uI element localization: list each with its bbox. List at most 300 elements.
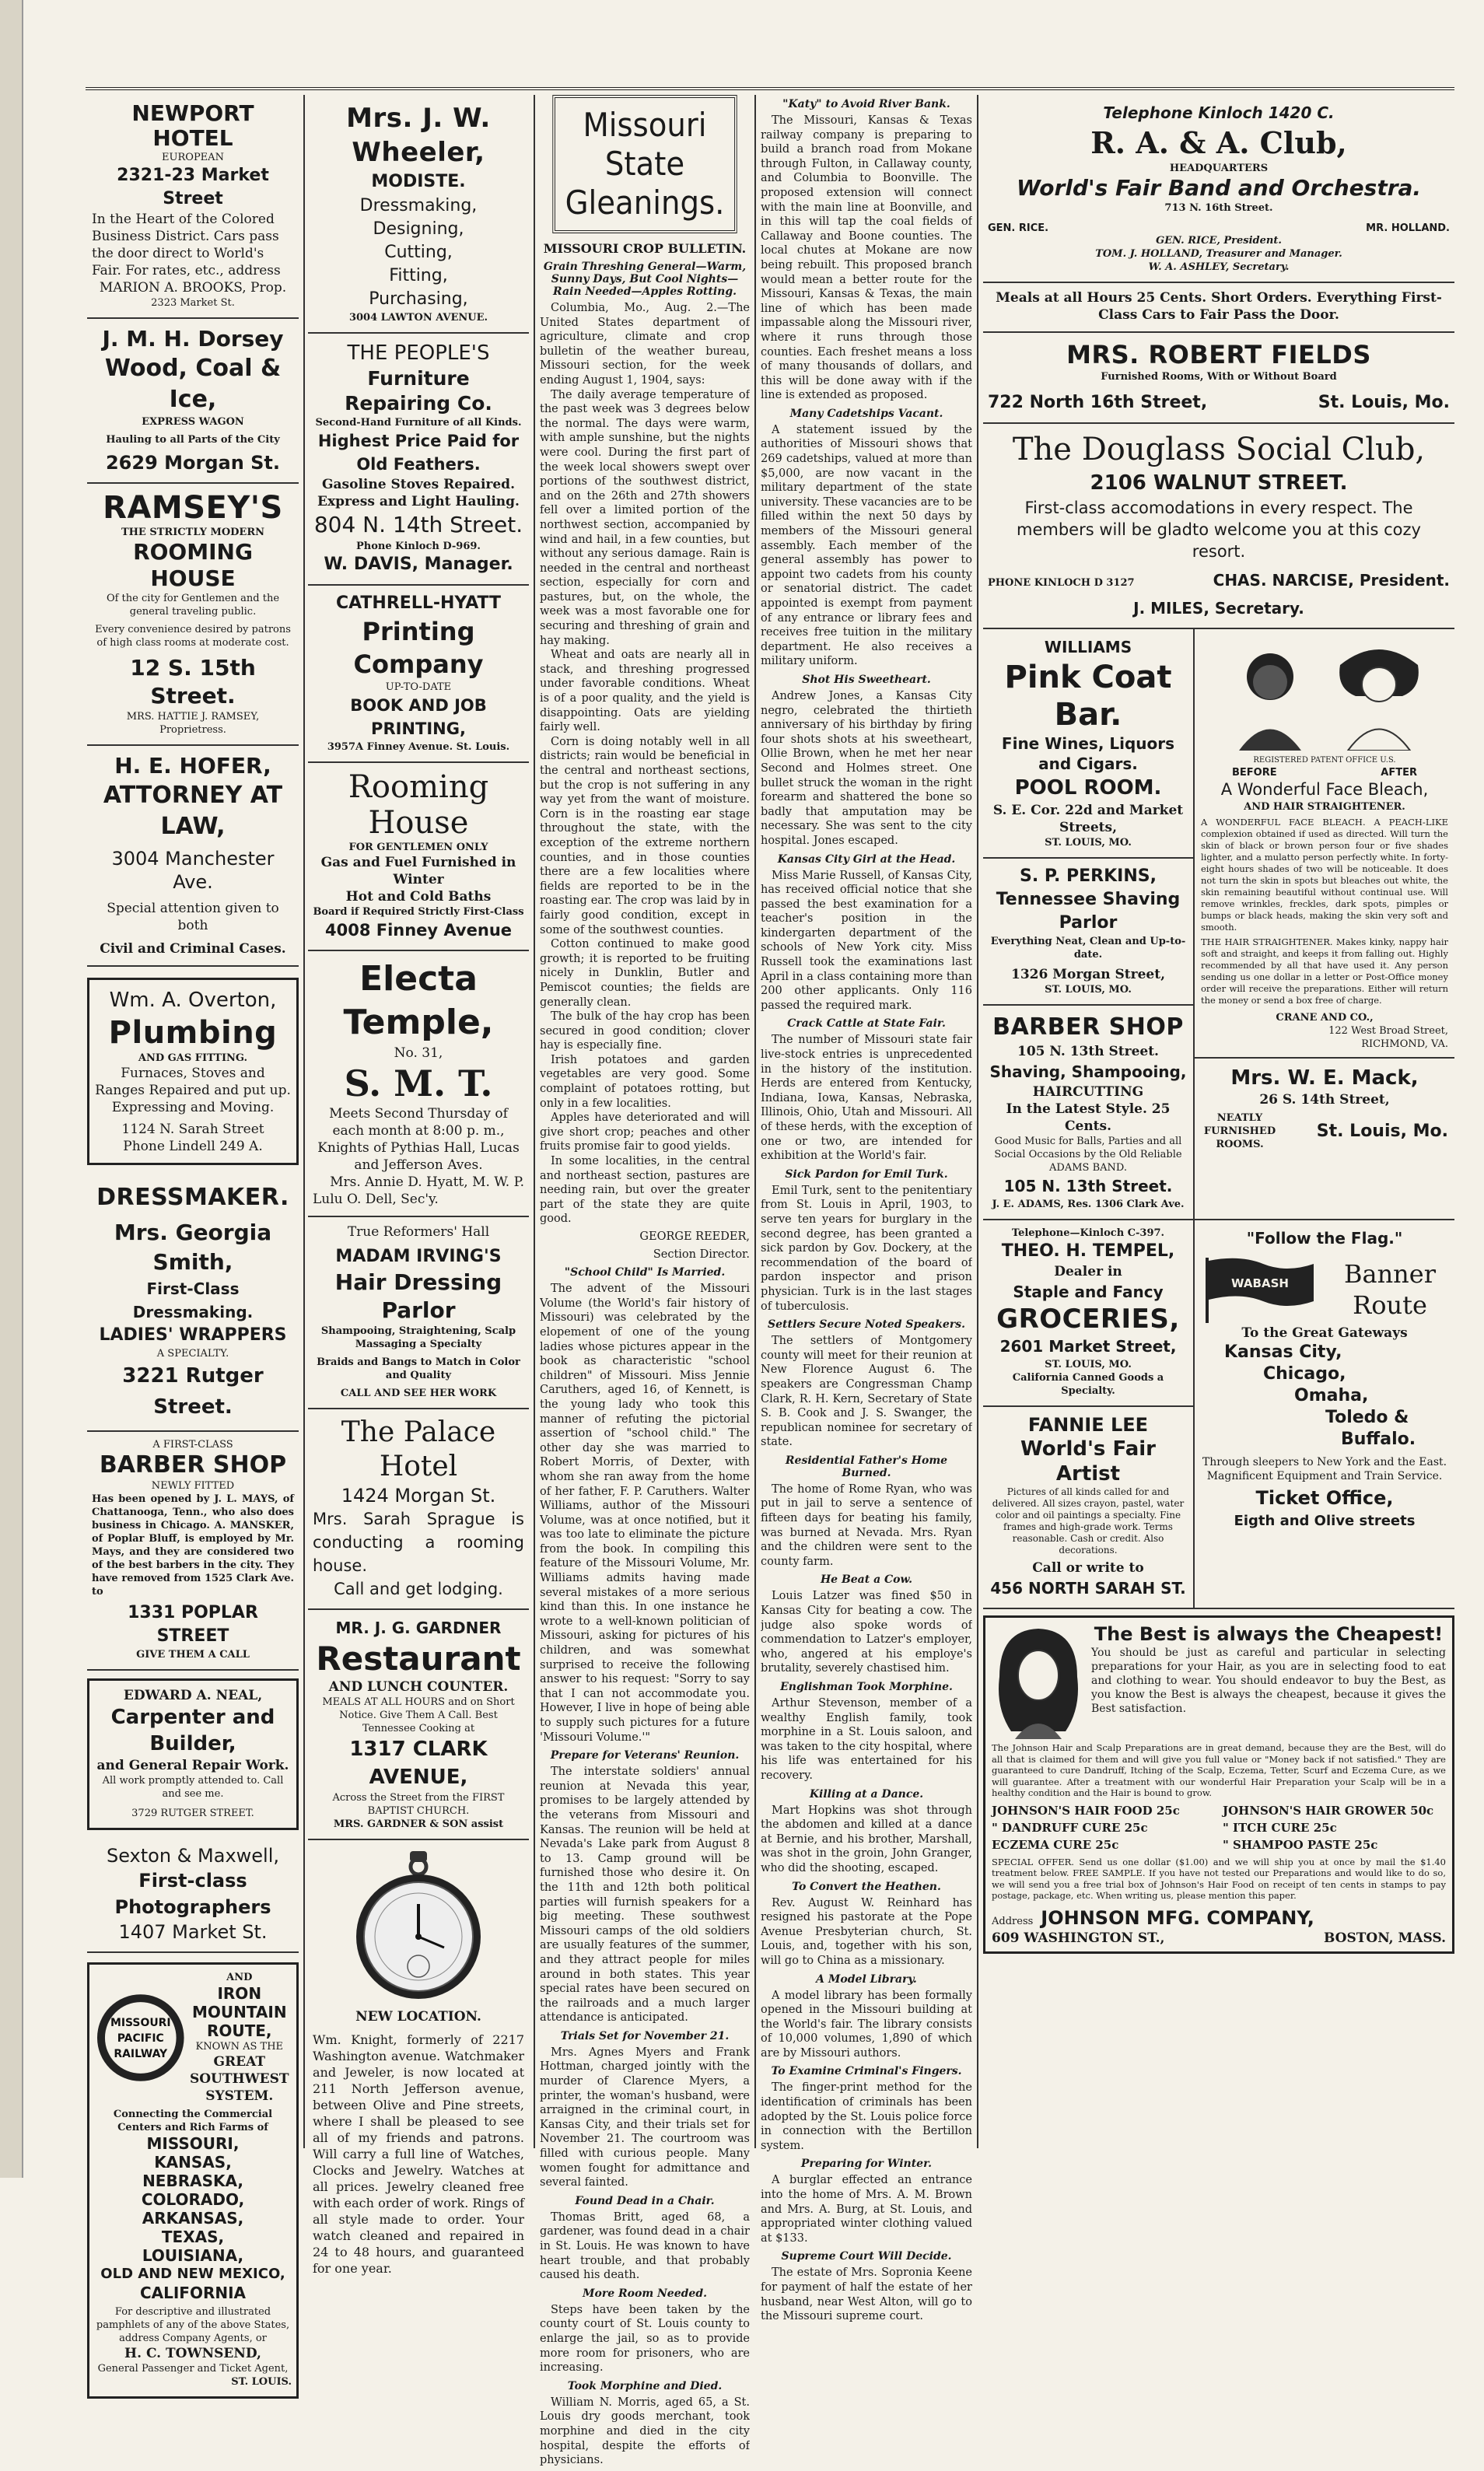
- article-paragraph: Wheat and oats are nearly all in stack, and threshing progressed under favorable conditions. Wheat is of a poor quality, and the yield is disappointing. Oats are yielding fairly well.: [540, 649, 750, 734]
- ad-heading: GROCERIES,: [996, 1304, 1180, 1335]
- article: [761, 2266, 972, 2323]
- ad-portrait-labels: [988, 222, 1450, 234]
- article-paragraph: Apples have deteriorated and will give short crop; peaches and other fruits promise fair to good yields.: [540, 1111, 750, 1153]
- ad-subtitle: NEWLY FITTED: [151, 1480, 235, 1492]
- ad-ramseys: [87, 484, 299, 746]
- price-item: " ITCH CURE 25c: [1223, 1820, 1337, 1835]
- article-paragraph: The advent of the Missouri Volume (the World's fair history of Missouri) was celebrated by the elopement of one of the young ladies whose pictures appear in the book as characteristic "school children" of Missouri. Miss Jennie Caruthers, aged 16, of Kennett, is the young lady who took this manner of refuting the pictorial assertion of "school child." The other day she was married to Robert Morris, of Dexter, with whom she ran away from the home of her father, F. P. Caruthers. Walter Williams, author of the Missouri Volume, was at once notified, but it was too late to eliminate the picture from the book. In compiling this feature of the Missouri Volume, Mr. Williams admits having made several mistakes of a more serious kind than this. In one instance he wrote to a well-known politician of Missouri, asking for pictures of his children, and was somewhat surprised to receive the following answer to his request: "Sorry to say that I can not accommodate you. However, I live in hope of being able to supply such pictures for a future 'Missouri Volume.'": [540, 1283, 750, 1744]
- ad-city: ST. LOUIS.: [231, 2376, 292, 2388]
- article-paragraph: Irish potatoes and garden vegetables are very good. Some complaint of potatoes rotting, but only in a few localities.: [540, 1053, 750, 1110]
- article-headline: Shot His Sweetheart.: [802, 673, 931, 686]
- state-name: LOUISIANA,: [142, 2246, 244, 2265]
- ad-label-before: BEFORE: [1232, 767, 1277, 779]
- article-paragraph: Mart Hopkins was shot through the abdomen and killed at a dance at Bernie, and his brother, Marshall, was shot in the groin, John Granger, who did the shooting, escaped.: [761, 1804, 972, 1874]
- ad-agent: H. C. TOWNSEND,: [124, 2346, 261, 2361]
- article-headline: To Examine Criminal's Fingers.: [771, 2065, 962, 2078]
- ad-address: 3004 Manchester Ave.: [111, 848, 275, 893]
- service-item: Purchasing,: [369, 289, 468, 309]
- article: [761, 1334, 972, 1450]
- ad-palace-hotel: [308, 1409, 529, 1610]
- ad-heading: GREAT SOUTHWEST SYSTEM.: [189, 2054, 289, 2104]
- ad-barber-mays: [87, 1432, 299, 1671]
- ad-subtitle: Second-Hand Furniture of all Kinds.: [315, 417, 522, 429]
- ad-body: Dealer in: [1054, 1264, 1122, 1279]
- ad-title: BARBER SHOP: [99, 1451, 287, 1479]
- ad-body: Everything Neat, Clean and Up-to-date.: [990, 936, 1186, 961]
- ad-address: 713 N. 16th Street.: [1164, 202, 1273, 214]
- article-paragraph: Steps have been taken by the county court of St. Louis county to enlarge the jail, so as to provide more room for prisoners, who are increasing.: [540, 2303, 750, 2375]
- ad-address: 2321-23 Market Street: [117, 166, 269, 208]
- ad-address: 3957A Finney Avenue. St. Louis.: [327, 741, 510, 753]
- ad-body: In the Heart of the Colored Business District. Cars pass the door direct to World's Fair. For rates, etc., address: [92, 212, 281, 278]
- ad-title: S. P. PERKINS,: [1020, 866, 1157, 886]
- article: [761, 1482, 972, 1570]
- ad-heading: POOL ROOM.: [1014, 776, 1162, 800]
- wabash-flag-icon: [1201, 1255, 1318, 1325]
- ad-title: Mrs. J. W. Wheeler,: [346, 103, 491, 168]
- article-paragraph: Andrew Jones, a Kansas City negro, celebrated the thirtieth anniversary of his birthday by firing four shots shots at his sweetheart, Ollie Brown, when he met her near Second and Holmes street. One bullet struck the woman in the right forearm and shattered the bone so badly that amputation may be necessary. She was sent to the city hospital. Jones escaped.: [761, 689, 972, 847]
- ad-line: BOOK AND JOB PRINTING,: [350, 696, 487, 738]
- ad-pink-coat-bar: [983, 629, 1193, 859]
- ad-subtitle: and General Repair Work.: [96, 1758, 289, 1773]
- ad-title: IRON MOUNTAIN ROUTE,: [191, 1984, 287, 2040]
- ad-line: AND: [226, 1972, 253, 1983]
- ad-body: Connecting the Commercial Centers and Rich Farms of: [113, 2109, 273, 2133]
- ad-johnson-copy: [1085, 1622, 1446, 1739]
- ad-city: ST. LOUIS, MO.: [1045, 1359, 1132, 1370]
- pocket-watch-icon: [352, 1850, 485, 2005]
- article-paragraph: The interstate soldiers' annual reunion at Nevada this year, promises to be largely attended by the veterans from Missouri and Kansas. The reunion will be held at Nevada's Lake park from August 8 to 13. Camp ground will be furnished those who desire it. On the 11th and 12th both political parties will furnish speakers for a big meeting. These southwest Missouri camps of the old soldiers are usually features of the summer, and they attract people for miles around in both states. This year special rates have been secured on the railroads and a much larger attendance is anticipated.: [540, 1766, 750, 2025]
- ad-gardner-restaurant: [308, 1610, 529, 1840]
- ad-dressmaker: [87, 1176, 299, 1432]
- ad-title: MR. J. G. GARDNER: [335, 1619, 502, 1637]
- ad-subtitle: EUROPEAN: [162, 152, 224, 163]
- article-paragraph: Rev. August W. Reinhard has resigned his pastorate at the Pope Avenue Presbyterian church, St. Louis, and, together with his son, will go to China as a missionary.: [761, 1896, 972, 1967]
- ad-left-stack: [983, 629, 1195, 1219]
- ad-address: 105 N. 13th Street.: [1003, 1177, 1173, 1195]
- ad-label: Address: [992, 1915, 1034, 1927]
- ad-city: RICHMOND, VA.: [1361, 1038, 1448, 1050]
- price-item: JOHNSON'S HAIR GROWER 50c: [1223, 1803, 1434, 1818]
- ad-address: 804 N. 14th Street.: [313, 512, 523, 537]
- ad-officer: J. MILES, Secretary.: [1133, 599, 1304, 618]
- ad-mack-row: [1195, 1108, 1454, 1154]
- service-item: Designing,: [373, 219, 464, 239]
- ad-address: Eigth and Olive streets: [1234, 1513, 1416, 1529]
- ad-footer: 2323 Market St.: [151, 297, 235, 309]
- state-name: ARKANSAS,: [142, 2209, 244, 2228]
- ad-body: Furnaces, Stoves and Ranges Repaired and put up. Expressing and Moving.: [95, 1066, 291, 1115]
- ad-phone: Phone Lindell 249 A.: [123, 1139, 263, 1154]
- article-crop-bulletin: [540, 301, 750, 1227]
- price-item: " DANDRUFF CURE 25c: [992, 1820, 1148, 1835]
- route-city: Chicago,: [1263, 1364, 1346, 1384]
- article: [761, 869, 972, 1013]
- ad-body: Fine Wines, Liquors and Cigars.: [1001, 734, 1175, 773]
- ad-body: Has been opened by J. L. MAYS, of Chattanooga, Tenn., who also does business in Chicago. A. MANSKER, of Poplar Bluff, is employed by Mr. Mays, and they are considered two of the best barbers in the city. They have removed from 1525 Clark Ave. to: [92, 1493, 294, 1598]
- ad-body: Hauling to all Parts of the City: [106, 434, 280, 446]
- top-rule: [86, 87, 1454, 90]
- ad-tempel-groceries: [983, 1220, 1193, 1407]
- state-name: OLD AND NEW MEXICO,: [100, 2266, 285, 2282]
- article-headline: Prepare for Veterans' Reunion.: [550, 1749, 740, 1762]
- article-headline: Residential Father's Home Burned.: [785, 1454, 948, 1479]
- ad-title: Wm. A. Overton,: [109, 989, 277, 1012]
- column-rule: [534, 95, 535, 2148]
- ad-caption: NEW LOCATION.: [355, 2009, 481, 2025]
- article-headline: Crack Cattle at State Fair.: [787, 1017, 946, 1031]
- ad-portrait-label: MR. HOLLAND.: [1366, 222, 1450, 234]
- ad-title: Electa Temple,: [343, 959, 494, 1042]
- ad-officer: Lulu O. Dell, Sec'y.: [313, 1192, 439, 1207]
- article-paragraph: Miss Marie Russell, of Kansas City, has received official notice that she passed the best examination for a teacher's position in the kindergarten department of the schools of New York city. Miss Russell took the examinations last April in a class containing more than 200 other applicants. Only 116 passed the required mark.: [761, 869, 972, 1012]
- article-headline: More Room Needed.: [583, 2287, 707, 2300]
- article-paragraph: A burglar effected an entrance into the home of Mrs. A. M. Brown and Mrs. A. Burg, at St. Louis, and appropriated winter clothing valued at $133.: [761, 2174, 972, 2245]
- ad-title: BARBER SHOP: [992, 1013, 1184, 1041]
- ad-city: St. Louis, Mo.: [1318, 393, 1450, 412]
- ad-body: To the Great Gateways: [1241, 1325, 1408, 1341]
- article-headline: A Model Library.: [816, 1972, 917, 1986]
- ad-body: In the Latest Style. 25 Cents.: [1006, 1101, 1171, 1134]
- state-name: KANSAS,: [154, 2153, 232, 2172]
- ad-title: A Wonderful Face Bleach,: [1220, 780, 1429, 799]
- column-2: [308, 95, 529, 2284]
- article-headline: Supreme Court Will Decide.: [781, 2250, 952, 2263]
- article-paragraph: Arthur Stevenson, member of a wealthy English family, took morphine in a St. Louis saloon, and was taken to the city hospital, where his life was entertained for his recovery.: [761, 1697, 972, 1782]
- ad-subtitle: MODISTE.: [371, 172, 466, 191]
- ad-wheeler: [308, 95, 529, 334]
- ad-name: Mrs. Georgia Smith,: [114, 1220, 272, 1275]
- state-name: CALIFORNIA: [139, 2284, 247, 2302]
- ad-address: 4008 Finney Avenue: [324, 921, 513, 940]
- ad-title: R. A. & A. Club,: [1090, 125, 1347, 160]
- article-paragraph: Corn is doing notably well in all districts; rain would be beneficial in the central and northeast sections, but the crop is not suffering in any way yet from the want of moisture. Corn is in the roasting ear stage throughout the state, with the exception of the extreme northern counties, and in those counties there are a few localities where fields are reported to be in the roasting ear. The crop was laid by in fairly good condition, except in some of the southwest counties.: [540, 735, 750, 936]
- ad-label-after: AFTER: [1381, 767, 1417, 779]
- article: [540, 1765, 750, 2025]
- route-city: Omaha,: [1294, 1386, 1369, 1405]
- ad-title: Sexton & Maxwell,: [106, 1845, 280, 1867]
- ad-cathrell-hyatt: [308, 586, 529, 763]
- ad-title: CATHRELL-HYATT: [335, 593, 502, 613]
- article: [761, 1033, 972, 1163]
- ad-madam-irving: [308, 1217, 529, 1409]
- ad-johnson-street-row: [992, 1930, 1446, 1947]
- ad-heading: Carpenter and Builder,: [110, 1706, 275, 1755]
- ad-call: GIVE THEM A CALL: [136, 1649, 250, 1661]
- ad-body: A WONDERFUL FACE BLEACH. A PEACH-LIKE complexion obtained if used as directed. Will turn the skin of black or brown person four or five shades lighter, and a mulatto person perfectly white. In forty-eight hours shades of two will be noticeable. It does not turn the skin in spots but bleaches out white, the skin remaining beautiful without continual use. Will remove wrinkles, freckles, dark spots, pimples or bumps or black heads, making the skin very soft and smooth.: [1201, 817, 1448, 933]
- service-item: Cutting,: [384, 243, 453, 262]
- article-headline: Took Morphine and Died.: [567, 2379, 723, 2392]
- article: [761, 1184, 972, 1314]
- article: [761, 689, 972, 849]
- article-headline: Kansas City Girl at the Head.: [777, 852, 956, 866]
- column-3: [540, 95, 750, 2471]
- ad-adams-barber: [983, 1006, 1193, 1219]
- ad-iron-mountain-route: [87, 1962, 299, 2399]
- article-headline: Englishman Took Morphine.: [780, 1681, 953, 1693]
- ad-meals: [983, 283, 1454, 333]
- ad-address: 2601 Market Street,: [999, 1337, 1177, 1356]
- emblem-text: RAILWAY: [114, 2047, 168, 2060]
- ad-title: FANNIE LEE: [1027, 1414, 1149, 1436]
- ad-subtitle: Furnished Rooms, With or Without Board: [1101, 371, 1337, 383]
- ad-body: Gasoline Stoves Repaired.: [322, 477, 515, 492]
- article: [540, 2396, 750, 2468]
- ad-body: Express and Light Hauling.: [317, 494, 520, 509]
- ad-body: The Johnson Hair and Scalp Preparations are in great demand, because they are the Best, will do all that is claimed for them and will give you full value or "Money back if not satisfied." They are guaranteed to cure Dandruff, Itching of the Scalp, Eczema, Tetter, Scurf and Eczema Cure, as we will guarantee. After a treatment with our wonderful Hair Preparation your Scalp will be in a healthy condition and the Hair is bound to grow.: [992, 1742, 1446, 1798]
- article-headline: Killing at a Dance.: [809, 1787, 924, 1801]
- article-headline: Preparing for Winter.: [800, 2158, 933, 2171]
- article-paragraph: The bulk of the hay crop has been secured in good condition; clover hay is especially fine.: [540, 1010, 750, 1052]
- ad-address: 3729 RUTGER STREET.: [131, 1808, 254, 1819]
- ad-line: Highest Price Paid for Old Feathers.: [317, 432, 520, 474]
- ad-title: EDWARD A. NEAL,: [123, 1688, 263, 1703]
- ad-johnson-top: [992, 1622, 1446, 1739]
- ad-address: 3221 Rutger Street.: [122, 1364, 264, 1419]
- article-paragraph: The home of Rome Ryan, who was put in jail to serve a sentence of fifteen days for beating his family, was burned at Nevada. Mrs. Ryan and the children were sent to the county farm.: [761, 1482, 972, 1568]
- ad-proprietor: MARION A. BROOKS, Prop.: [99, 280, 287, 296]
- ad-proprietor: J. E. ADAMS, Res. 1306 Clark Ave.: [992, 1199, 1185, 1210]
- ad-body: Meals at all Hours 25 Cents. Short Orders. Everything First-Class Cars to Fair Pass the Door.: [996, 290, 1442, 323]
- ad-officer: CHAS. NARCISE, President.: [1213, 571, 1450, 590]
- ad-heading: Tennessee Shaving Parlor: [996, 890, 1181, 933]
- ad-body: SPECIAL OFFER. Send us one dollar ($1.00) and we will ship you at once by mail the $1.40 treatment below. FREE SAMPLE. If you have not tested our Preparations and would like to do so, we will send you a free trial box of Johnson's Hair Food on receipt of ten cents in stamps to pay postage, package, etc. When writing us, please mention this paper.: [992, 1856, 1446, 1901]
- article: [540, 2210, 750, 2283]
- ad-body: Braids and Bangs to Match in Color and Quality: [317, 1356, 520, 1381]
- state-name: MISSOURI,: [146, 2134, 240, 2153]
- ad-fannie-lee: [983, 1407, 1193, 1608]
- ad-title: The Best is always the Cheapest!: [1094, 1623, 1444, 1645]
- article: [761, 1804, 972, 1876]
- ad-company: JOHNSON MFG. COMPANY,: [1041, 1906, 1314, 1929]
- ad-body: You should be just as careful and particular in selecting preparations for your Hair, as you are in selecting food to eat and clothing to wear. You should endeavor to buy the Best, as you know the Best is always the cheapest, because it gives the Best satisfaction.: [1091, 1647, 1446, 1715]
- article-paragraph: Mrs. Agnes Myers and Frank Hottman, charged jointly with the murder of Clarence Myers, a printer, the woman's husband, were arraigned in the criminal court, in Kansas City, and their trials set for November 21. The courtroom was filled with curious people. Many women fought for admittance and several fainted.: [540, 2046, 750, 2189]
- flag-text: WABASH: [1231, 1276, 1289, 1290]
- ad-company: CRANE AND CO.,: [1276, 1012, 1374, 1024]
- article-paragraph: Thomas Britt, aged 68, a gardener, was found dead in a chair in St. Louis. He was known to have heart trouble, and that probably caused his death.: [540, 2210, 750, 2282]
- route-city: Buffalo.: [1341, 1430, 1416, 1449]
- ad-officer: GEN. RICE, President.: [1156, 235, 1282, 247]
- column-rule: [754, 95, 756, 2148]
- ad-subtitle: UP-TO-DATE: [385, 681, 452, 693]
- ad-registered: REGISTERED PATENT OFFICE U.S.: [1253, 756, 1396, 765]
- missouri-pacific-emblem-icon: [94, 1991, 187, 2084]
- article-paragraph: The daily average temperature of the past week was 3 degrees below the normal. The days were warm, with ample sunshine, but the nights were cool. During the first part of the week local showers swept over portions of the southwest district, and on the 26th and 27th showers fell over a limited portion of the northwest section, accompanied by wind and hail, in a few counties, but without any serious damage. Rain is needed in the central and northeast section, especially for corn and pastures, but, on the whole, the week was a most favorable one for securing and threshing of grain and hay making.: [540, 388, 750, 647]
- ad-slogan: "Follow the Flag.": [1246, 1229, 1403, 1248]
- ad-address: 1424 Morgan St.: [341, 1485, 496, 1507]
- ad-title: Banner Route: [1343, 1259, 1437, 1320]
- ad-body: Special attention given to both: [107, 901, 279, 933]
- ad-body: Across the Street from the FIRST BAPTIST CHURCH.: [332, 1792, 505, 1817]
- ad-title: MADAM IRVING'S: [335, 1247, 502, 1266]
- ad-left-stack: [983, 1220, 1195, 1608]
- article-subhead: Grain Threshing General—Warm, Sunny Days, But Cool Nights—Rain Needed—Apples Rotting.: [543, 261, 747, 298]
- article-paragraph: The number of Missouri state fair live-stock entries is unprecedented in the history of the institution. Herds are entered from Kentucky, Indiana, Iowa, Kansas, Nebraska, Illinois, Ohio, Utah and Missouri. All of these herds, with the exception of one or two, are intended for exhibition at the World's fair.: [761, 1034, 972, 1163]
- ad-officer: W. A. ASHLEY, Secretary.: [1148, 261, 1290, 273]
- ad-contact-row: [988, 569, 1450, 592]
- ad-subtitle: AND LUNCH COUNTER.: [328, 1679, 509, 1695]
- article-paragraph: The estate of Mrs. Sopronia Keene for payment of half the estate of her husband, near West Alton, will go to the Missouri supreme court.: [761, 2266, 972, 2323]
- article-paragraph: A statement issued by the authorities of Missouri shows that 269 cadetships, valued at more than $5,000, are now vacant in the military department of the state university. These vacancies are to be filled within the next 50 days by members of the Missouri general assembly. Each member of the general assembly has power to appoint two cadets from his county or senatorial district. The cadet appointed is exempt from payment of any entrance or library fees and receives free tuition in the military department. He also receives a military uniform.: [761, 423, 972, 668]
- ad-address: 26 S. 14th Street,: [1259, 1092, 1390, 1108]
- column-4: [761, 95, 972, 2327]
- ad-heading: ROOMING HOUSE: [133, 539, 253, 591]
- ad-agent-title: General Passenger and Ticket Agent,: [97, 2363, 289, 2375]
- ad-city: BOSTON, MASS.: [1323, 1930, 1446, 1946]
- ad-call: CALL AND SEE HER WORK: [340, 1388, 497, 1399]
- ad-title: THEO. H. TEMPEL,: [1001, 1241, 1175, 1261]
- ad-title: Rooming House: [348, 769, 489, 841]
- ad-douglass-social-club: [983, 424, 1454, 629]
- ad-line: First-Class Dressmaking.: [132, 1279, 254, 1321]
- ad-body: Gas and Fuel Furnished in Winter: [320, 855, 516, 887]
- ad-title: The Palace Hotel: [341, 1416, 496, 1482]
- ad-heading: World's Fair Artist: [1020, 1437, 1156, 1486]
- ad-address: 3004 LAWTON AVENUE.: [348, 312, 488, 324]
- ad-address: 609 WASHINGTON ST.,: [992, 1930, 1165, 1946]
- article-paragraph: The Missouri, Kansas & Texas railway company is preparing to build a branch road from Mokane through Fulton, in Callaway county, and Columbia to Boonville. The proposed extension will connect with the main line at Boonville, and in this will tap the coal fields of Callaway and Boone counties. The local chutes at Mokane are now being rebuilt. This proposed branch would mean a better route for the Missouri, Kansas & Texas, the main line of which has been made impassable along the Missouri river, where it runs through those counties. Each freshet means a loss of many thousands of dollars, and this will be done away with if the line is extended as proposed.: [761, 114, 972, 402]
- ad-knight-jeweler: [308, 1840, 529, 2284]
- ad-phone: Telephone—Kinloch C-397.: [1011, 1227, 1165, 1239]
- ad-robert-fields: [983, 333, 1454, 424]
- ad-subtitle: A SPECIALTY.: [156, 1348, 229, 1360]
- state-name: COLORADO,: [141, 2190, 245, 2209]
- ad-title: The Douglass Social Club,: [1012, 432, 1426, 467]
- ad-title: H. E. HOFER,: [114, 753, 271, 779]
- ad-johnson-hair: [983, 1615, 1454, 1954]
- ad-heading: First-class Photographers: [114, 1870, 271, 1918]
- ad-address: 2106 WALNUT STREET.: [1090, 471, 1348, 495]
- article-paragraph: Louis Latzer was fined $50 in Kansas City for beating a cow. The judge also spoke words of commendation to Latzer's employer, who, angered at his employe's brutality, severely chastised him.: [761, 1590, 972, 1675]
- ad-heading: HAIRCUTTING: [1032, 1084, 1144, 1100]
- ad-subtitle: HEADQUARTERS: [1169, 163, 1269, 174]
- article: [540, 2303, 750, 2375]
- ad-subtitle: EXPRESS WAGON: [142, 416, 244, 428]
- ad-wabash-header: [1201, 1255, 1448, 1325]
- ad-address: 105 N. 13th Street.: [1017, 1044, 1159, 1059]
- article-byline: Section Director.: [653, 1248, 750, 1261]
- ad-subtitle: AND GAS FITTING.: [138, 1052, 248, 1064]
- ad-title: THE PEOPLE'S: [347, 341, 490, 365]
- emblem-text: MISSOURI: [110, 2017, 171, 2030]
- ad-phone: Phone Kinloch D-969.: [356, 541, 481, 552]
- state-name: TEXAS,: [161, 2228, 225, 2246]
- ad-title: J. M. H. Dorsey: [102, 326, 284, 352]
- service-item: Fitting,: [389, 266, 448, 285]
- ad-body: First-class accomodations in every respect. The members will be gladto welcome you at this cozy resort.: [1017, 499, 1421, 561]
- ad-heading: ATTORNEY AT LAW,: [103, 782, 283, 840]
- ad-row-tempel-wabash: [983, 1220, 1454, 1609]
- ad-subtitle: No. 31,: [394, 1045, 443, 1061]
- ad-title: Pink Coat Bar.: [1004, 660, 1172, 733]
- ad-body: Of the city for Gentlemen and the general traveling public.: [106, 593, 280, 618]
- article: [761, 423, 972, 669]
- price-item: JOHNSON'S HAIR FOOD 25c: [992, 1803, 1180, 1818]
- article-paragraph: William N. Morris, aged 65, a St. Louis dry goods merchant, took morphine and died in the city hospital, despite the efforts of physicians.: [540, 2396, 750, 2467]
- article-headline: Sick Pardon for Emil Turk.: [785, 1167, 948, 1181]
- ad-officer: Mrs. Annie D. Hyatt, M. W. P.: [330, 1174, 524, 1190]
- ad-subtitle: FOR GENTLEMEN ONLY: [348, 842, 488, 853]
- ad-subtitle: THE STRICTLY MODERN: [121, 527, 265, 538]
- ad-address: 722 North 16th Street,: [988, 393, 1208, 412]
- ad-title: RAMSEY'S: [103, 490, 283, 526]
- ad-body: Hot and Cold Baths: [345, 889, 492, 905]
- article-headline: MISSOURI CROP BULLETIN.: [543, 241, 747, 256]
- ad-call: Call or write to: [1032, 1560, 1144, 1576]
- state-name: NEBRASKA,: [142, 2172, 243, 2190]
- article: [761, 2173, 972, 2245]
- ad-subtitle: AND HAIR STRAIGHTENER.: [1244, 801, 1405, 813]
- ad-raa-club: [983, 95, 1454, 283]
- article: [761, 114, 972, 403]
- ad-wabash-route: [1195, 1220, 1454, 1608]
- ad-heading: World's Fair Band and Orchestra.: [1016, 175, 1422, 201]
- ad-line: True Reformers' Hall: [347, 1224, 490, 1240]
- ad-neal: [87, 1678, 299, 1830]
- ad-address: 1407 Market St.: [118, 1921, 268, 1943]
- article-headline: To Convert the Heathen.: [792, 1880, 941, 1893]
- ad-line: Wood, Coal & Ice,: [104, 355, 282, 413]
- ad-labels: [1201, 767, 1448, 779]
- ad-body: Board if Required Strictly First-Class: [313, 906, 524, 918]
- ad-heading: Restaurant: [316, 1640, 521, 1678]
- article: [761, 1589, 972, 1676]
- ad-body: Good Music for Balls, Parties and all Social Occasions by the Old Reliable ADAMS BAND.: [994, 1136, 1182, 1174]
- column-rule: [977, 95, 978, 2148]
- ad-subtitle: WILLIAMS: [1044, 638, 1132, 656]
- ad-address: 1124 N. Sarah Street: [121, 1122, 264, 1137]
- article: [540, 2046, 750, 2190]
- ad-title: NEWPORT HOTEL: [131, 100, 254, 151]
- price-list: [992, 1802, 1446, 1853]
- ad-title: DRESSMAKER.: [96, 1184, 289, 1211]
- article: [540, 1282, 750, 1745]
- ad-newport-hotel: [87, 95, 299, 319]
- ad-overton: [87, 978, 299, 1165]
- ad-body: NEATLY FURNISHED ROOMS.: [1203, 1112, 1276, 1150]
- section-title: Missouri State Gleanings.: [552, 95, 737, 233]
- ad-dorsey: [87, 319, 299, 484]
- ad-body: Every convenience desired by patrons of high class rooms at moderate cost.: [95, 624, 291, 649]
- ad-heading: Ticket Office,: [1255, 1487, 1394, 1509]
- ad-hofer: [87, 746, 299, 967]
- article-paragraph: The finger-print method for the identification of criminals has been adopted by the St. Louis police force in connection with the Bertillon system.: [761, 2081, 972, 2152]
- ad-address: 1331 POPLAR STREET: [128, 1603, 258, 1646]
- emblem-text: PACIFIC: [117, 2032, 164, 2045]
- ad-body: For descriptive and illustrated pamphlets of any of the above States, address Company Agents, or: [96, 2306, 290, 2344]
- ad-phone: PHONE KINLOCH D 3127: [988, 577, 1135, 589]
- ad-body: Meets Second Thursday of each month at 8:00 p. m., Knights of Pythias Hall, Lucas and Jefferson Aves.: [317, 1106, 520, 1173]
- ad-mack: [1195, 1057, 1454, 1154]
- ad-address: S. E. Cor. 22d and Market Streets,: [992, 803, 1184, 835]
- ad-sexton: [87, 1838, 299, 1953]
- ad-body: Pictures of all kinds called for and delivered. All sizes crayon, pastel, water color and oil paintings a specialty. Fine frames and high-grade work. Terms reasonable. Cash or credit. Also decorations.: [992, 1486, 1185, 1556]
- ad-address-row: [988, 391, 1450, 415]
- ad-manager: W. DAVIS, Manager.: [324, 555, 513, 574]
- service-item: Dressmaking,: [359, 196, 478, 215]
- article-headline: Many Cadetships Vacant.: [789, 407, 943, 420]
- article: [761, 1696, 972, 1783]
- route-city: Kansas City,: [1224, 1342, 1342, 1362]
- ad-body: MEALS AT ALL HOURS and on Short Notice. Give Them A Call. Best Tennessee Cooking at: [322, 1696, 515, 1734]
- article-paragraph: A model library has been formally opened in the Missouri building at the World's fair. The library consists of 10,000 volumes, 1,890 of which are by Missouri authors.: [761, 1989, 972, 2060]
- page-binding-edge: [0, 0, 23, 2178]
- ad-officer: TOM. J. HOLLAND, Treasurer and Manager.: [1095, 248, 1342, 260]
- ad-address: 12 S. 15th Street.: [130, 655, 256, 709]
- article-paragraph: Cotton continued to make good growth; it is reported to be fruiting nicely in Dunklin, Butler and Pemiscot counties; the fields are generally clean.: [540, 938, 750, 1009]
- ad-city: St. Louis, Mo.: [1316, 1121, 1448, 1141]
- ad-title: Mrs. W. E. Mack,: [1230, 1066, 1419, 1090]
